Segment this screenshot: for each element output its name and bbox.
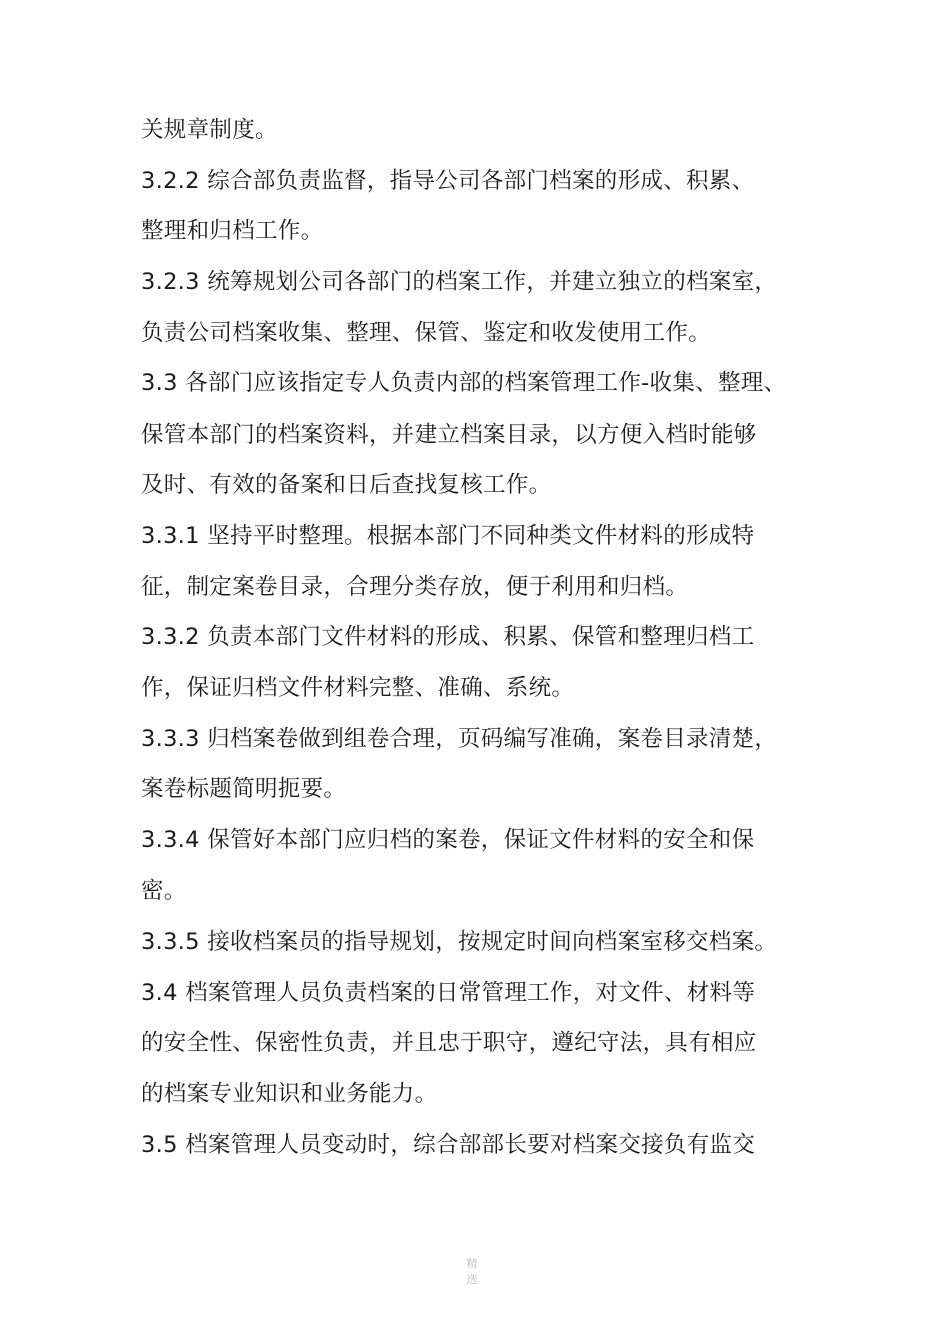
- text-line: 3.3 各部门应该指定专人负责内部的档案管理工作-收集、整理、: [141, 370, 787, 396]
- text-line: 密。: [141, 878, 187, 904]
- page-footer-mark: [462, 1256, 482, 1288]
- text-line: 保管本部门的档案资料，并建立档案目录，以方便入档时能够: [141, 422, 757, 448]
- text-line: 3.3.1 坚持平时整理。根据本部门不同种类文件材料的形成特: [141, 523, 755, 549]
- footer-char: 选: [466, 1273, 478, 1286]
- text-line: 及时、有效的备案和日后查找复核工作。: [141, 472, 552, 498]
- text-line: 整理和归档工作。: [141, 218, 324, 244]
- text-line: 3.3.3 归档案卷做到组卷合理，页码编写准确，案卷目录清楚，: [141, 726, 778, 752]
- text-line: 的安全性、保密性负责，并且忠于职守，遵纪守法，具有相应: [141, 1030, 757, 1056]
- text-line: 3.4 档案管理人员负责档案的日常管理工作，对文件、材料等: [141, 980, 756, 1006]
- text-line: 3.2.2 综合部负责监督，指导公司各部门档案的形成、积累、: [141, 168, 755, 194]
- text-line: 负责公司档案收集、整理、保管、鉴定和收发使用工作。: [141, 320, 712, 346]
- text-line: 3.3.5 接收档案员的指导规划，按规定时间向档案室移交档案。: [141, 929, 778, 955]
- text-line: 征，制定案卷目录，合理分类存放，便于利用和归档。: [141, 574, 689, 600]
- text-line: 3.2.3 统筹规划公司各部门的档案工作，并建立独立的档案室，: [141, 269, 778, 295]
- text-line: 的档案专业知识和业务能力。: [141, 1081, 438, 1107]
- text-line: 关规章制度。: [141, 117, 278, 143]
- text-line: 3.3.2 负责本部门文件材料的形成、积累、保管和整理归档工: [141, 624, 755, 650]
- text-line: 作，保证归档文件材料完整、准确、系统。: [141, 675, 575, 701]
- text-line: 3.5 档案管理人员变动时，综合部部长要对档案交接负有监交: [141, 1132, 756, 1158]
- footer-char: 精: [466, 1257, 478, 1270]
- text-line: 案卷标题简明扼要。: [141, 776, 347, 802]
- text-line: 3.3.4 保管好本部门应归档的案卷，保证文件材料的安全和保: [141, 827, 755, 853]
